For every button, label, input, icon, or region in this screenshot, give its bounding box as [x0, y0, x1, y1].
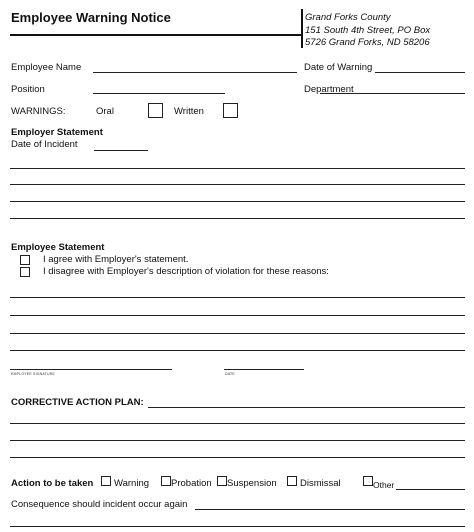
employer-statement-heading: Employer Statement — [11, 127, 103, 138]
probation-checkbox[interactable] — [161, 476, 171, 486]
suspension-option-label: Suspension — [227, 478, 277, 489]
corrective-action-line[interactable] — [10, 440, 465, 441]
corrective-action-line[interactable] — [10, 423, 465, 424]
employee-statement-line[interactable] — [10, 350, 465, 351]
consequence-label: Consequence should incident occur again — [11, 499, 188, 510]
action-label: Action to be taken — [11, 478, 94, 489]
warning-checkbox[interactable] — [101, 476, 111, 486]
written-checkbox[interactable] — [223, 103, 238, 118]
employee-name-label: Employee Name — [11, 62, 82, 73]
position-field[interactable] — [93, 93, 225, 94]
employee-signature-field[interactable] — [10, 369, 172, 370]
employee-statement-line[interactable] — [10, 297, 465, 298]
employee-statement-line[interactable] — [10, 315, 465, 316]
oral-checkbox[interactable] — [148, 103, 163, 118]
address-line-3: 5726 Grand Forks, ND 58206 — [305, 37, 430, 48]
warnings-label: WARNINGS: — [11, 106, 66, 117]
address-line-2: 151 South 4th Street, PO Box — [305, 25, 431, 36]
form-title: Employee Warning Notice — [11, 10, 171, 25]
other-option-label: Other — [373, 480, 395, 490]
corrective-action-line[interactable] — [148, 407, 465, 408]
agree-checkbox[interactable] — [20, 255, 30, 265]
corrective-action-line[interactable] — [10, 457, 465, 458]
date-of-incident-label: Date of Incident — [11, 139, 78, 150]
disagree-label: I disagree with Employer's description of violation for these reasons: — [43, 266, 329, 277]
date-of-incident-field[interactable] — [94, 150, 148, 151]
department-label: Department — [304, 84, 354, 95]
department-field[interactable] — [320, 93, 465, 94]
other-checkbox[interactable] — [363, 476, 373, 486]
signature-date-field[interactable] — [224, 369, 304, 370]
employer-statement-line[interactable] — [10, 218, 465, 219]
oral-label: Oral — [96, 106, 114, 117]
agree-label: I agree with Employer's statement. — [43, 254, 189, 265]
position-label: Position — [11, 84, 45, 95]
disagree-checkbox[interactable] — [20, 267, 30, 277]
date-of-warning-label: Date of Warning — [304, 62, 373, 73]
warning-option-label: Warning — [114, 478, 150, 489]
corrective-action-heading: CORRECTIVE ACTION PLAN: — [11, 397, 144, 408]
employee-statement-line[interactable] — [10, 333, 465, 334]
consequence-line[interactable] — [10, 526, 465, 527]
consequence-field[interactable] — [195, 509, 465, 510]
employer-statement-line[interactable] — [10, 184, 465, 185]
signature-date-label: DATE — [225, 372, 235, 376]
employer-statement-line[interactable] — [10, 168, 465, 169]
date-of-warning-field[interactable] — [375, 72, 465, 73]
written-label: Written — [174, 106, 204, 117]
dismissal-checkbox[interactable] — [287, 476, 297, 486]
probation-option-label: Probation — [171, 478, 212, 489]
employee-name-field[interactable] — [93, 72, 297, 73]
dismissal-option-label: Dismissal — [300, 478, 341, 489]
employee-statement-heading: Employee Statement — [11, 242, 105, 253]
employee-signature-label: EMPLOYEE SIGNATURE — [11, 372, 55, 376]
other-field[interactable] — [396, 489, 465, 490]
title-underline — [10, 34, 301, 36]
address-line-1: Grand Forks County — [305, 12, 391, 23]
employer-statement-line[interactable] — [10, 201, 465, 202]
suspension-checkbox[interactable] — [217, 476, 227, 486]
address-divider — [301, 9, 303, 48]
